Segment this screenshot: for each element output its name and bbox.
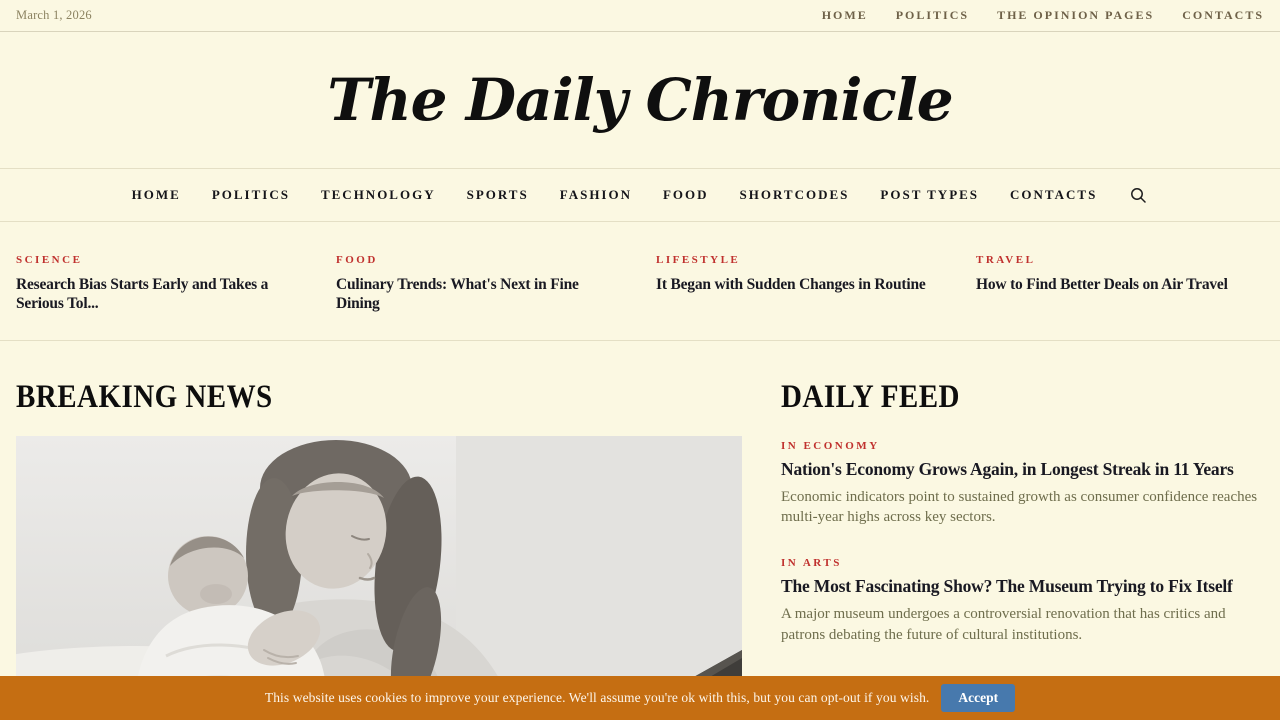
site-logo[interactable]: The Daily Chronicle <box>327 66 953 134</box>
nav-item-fashion[interactable]: FASHION <box>559 187 632 202</box>
nav-item-technology[interactable]: TECHNOLOGY <box>320 187 436 202</box>
secondary-nav <box>822 8 1264 23</box>
article-title[interactable]: Culinary Trends: What's Next in Fine Dining <box>336 276 579 313</box>
article-title[interactable]: It Began with Sudden Changes in Routine <box>656 276 926 293</box>
article-title[interactable]: How to Find Better Deals on Air Travel <box>976 276 1228 293</box>
article-title[interactable]: The Most Fascinating Show? The Museum Trying to Fix Itself <box>781 576 1233 597</box>
cookie-message: This website uses cookies to improve your experience. We'll assume you're ok with this, but you can opt-out if you wish. <box>264 690 930 705</box>
topbar-link-opinion-pages[interactable]: THE OPINION PAGES <box>997 8 1155 22</box>
featured-card <box>336 250 624 314</box>
featured-card <box>16 250 304 314</box>
daily-feed-heading: DAILY FEED <box>781 378 960 415</box>
nav-item-politics[interactable]: POLITICS <box>211 187 290 202</box>
category-badge[interactable]: FOOD <box>336 254 378 266</box>
category-badge[interactable]: IN ARTS <box>781 557 842 570</box>
main-content <box>0 341 1280 720</box>
featured-card <box>656 250 944 314</box>
category-badge[interactable]: TRAVEL <box>976 254 1036 266</box>
masthead <box>0 32 1280 168</box>
topbar-link-contacts[interactable]: CONTACTS <box>1182 8 1264 22</box>
category-badge[interactable]: SCIENCE <box>16 254 83 266</box>
cookie-consent-bar <box>0 676 1280 720</box>
topbar-link-home[interactable]: HOME <box>821 8 868 22</box>
article-summary: A major museum undergoes a controversial renovation that has critics and patrons debating the future of cultural institutions. <box>781 606 1226 643</box>
featured-card <box>976 250 1264 314</box>
category-badge[interactable]: LIFESTYLE <box>656 254 741 266</box>
nav-item-sports[interactable]: SPORTS <box>466 187 529 202</box>
top-utility-bar <box>0 0 1280 32</box>
search-icon[interactable] <box>1128 185 1148 205</box>
breaking-news-section <box>16 379 742 720</box>
nav-item-contacts[interactable]: CONTACTS <box>1010 187 1098 202</box>
nav-item-shortcodes[interactable]: SHORTCODES <box>739 187 850 202</box>
topbar-link-politics[interactable]: POLITICS <box>895 8 970 22</box>
feed-article <box>781 436 1264 528</box>
nav-item-home[interactable]: HOME <box>131 187 181 202</box>
nav-item-post-types[interactable]: POST TYPES <box>880 187 980 202</box>
article-summary: Economic indicators point to sustained growth as consumer confidence reaches multi-year highs across key sectors. <box>781 488 1258 525</box>
current-date: March 1, 2026 <box>16 8 92 22</box>
article-title[interactable]: Nation's Economy Grows Again, in Longest Streak in 11 Years <box>781 458 1234 479</box>
nav-item-food[interactable]: FOOD <box>662 187 709 202</box>
accept-cookies-button[interactable]: Accept <box>941 684 1015 712</box>
article-title[interactable]: Research Bias Starts Early and Takes a Serious Tol... <box>16 276 269 313</box>
featured-articles-strip <box>0 222 1280 341</box>
daily-feed-section <box>781 379 1264 720</box>
main-navigation <box>0 168 1280 222</box>
feed-article <box>781 553 1264 645</box>
category-badge[interactable]: IN ECONOMY <box>781 439 880 452</box>
breaking-news-heading: BREAKING NEWS <box>16 378 273 415</box>
